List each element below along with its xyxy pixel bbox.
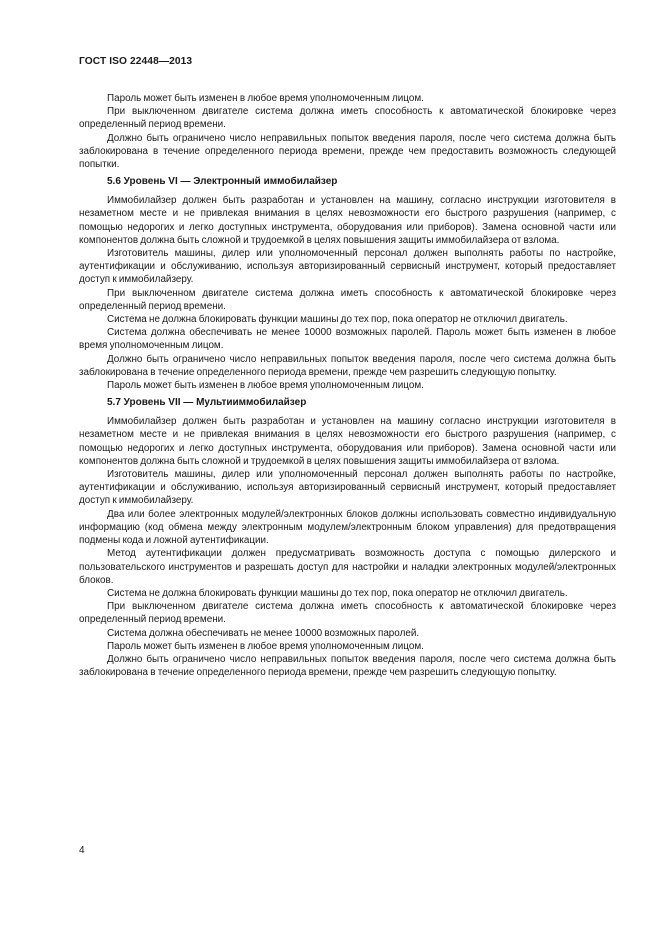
document-header: ГОСТ ISO 22448—2013 — [79, 56, 193, 67]
paragraph: Пароль может быть изменен в любое время уполномоченным лицом. — [107, 93, 424, 104]
paragraph: Должно быть ограничено число неправильных попыток введения пароля, после чего система должна быть заблокирована в течение определенного периода времени, прежде чем предоставить возможность следующей попытки. — [79, 132, 616, 171]
paragraph: Метод аутентификации должен предусматривать возможность доступа с помощью дилерского и пользовательского инструментов и разрешать доступ для настройки и наладки электронных модулей/электронных блоков. — [79, 548, 616, 586]
section-heading-5-7: 5.7 Уровень VII — Мультииммобилайзер — [107, 397, 307, 409]
paragraph: Пароль может быть изменен в любое время уполномоченным лицом. — [107, 380, 424, 392]
paragraph: Изготовитель машины, дилер или уполномоченный персонал должен выполнять работы по настройке, аутентификации и обслуживанию, используя авторизированный сервисный инструмент, который предоставляет доступ к иммобилайзеру. — [79, 248, 616, 286]
paragraph: Система должна обеспечивать не менее 10000 возможных паролей. — [107, 627, 420, 639]
paragraph: Иммобилайзер должен быть разработан и установлен на машину согласно инструкции изготовителя в незаметном месте и не привлекая внимания в целях невозможности его быстрого разрушения (например, с помощью недорогих и легко доступных инструмента, оборудования или приборов). Замена основной части или компонентов должна быть сложной и трудоемкой в целях повышения защиты иммобилайзера от взлома. — [79, 416, 616, 467]
paragraph: При выключенном двигателе система должна иметь способность к автоматической блокировке через определенный период времени. — [79, 287, 616, 312]
paragraph: При выключенном двигателе система должна иметь способность к автоматической блокировке через определенный период времени. — [79, 601, 616, 626]
paragraph: Изготовитель машины, дилер или уполномоченный персонал должен выполнять работы по настройке, аутентификации и обслуживанию, используя авторизированный сервисный инструмент, который предоставляет доступ к иммобилайзеру. — [79, 469, 616, 507]
paragraph: Система не должна блокировать функции машины до тех пор, пока оператор не отключил двигатель. — [107, 587, 568, 599]
section-heading-5-6: 5.6 Уровень VI — Электронный иммобилайзер — [107, 176, 338, 188]
paragraph: Система должна обеспечивать не менее 10000 возможных паролей. Пароль может быть изменен в любое время уполномоченным лицом. — [79, 327, 616, 352]
paragraph: Иммобилайзер должен быть разработан и установлен на машину, согласно инструкции изготовителя в незаметном месте и не привлекая внимания в целях невозможности его быстрого разрушения (например, с помощью недорогих и легко доступных инструмента, оборудования или приборов). Замена основной части или компонентов должна быть сложной и трудоемкой в целях повышения защиты иммобилайзера от взлома. — [79, 195, 616, 246]
paragraph: Должно быть ограничено число неправильных попыток введения пароля, после чего система должна быть заблокирована в течение определенного периода времени, прежде чем разрешить следующую попытку. — [79, 653, 616, 679]
paragraph: Система не должна блокировать функции машины до тех пор, пока оператор не отключил двигатель. — [107, 314, 568, 326]
paragraph: Два или более электронных модулей/электронных блоков должны использовать совместно индивидуальную информацию (код обмена между электронным модулем/электронным блоком управления) для предотвращения подмены кода и ложной аутентификации. — [79, 508, 616, 547]
paragraph: При выключенном двигателе система должна иметь способность к автоматической блокировке через определенный период времени. — [79, 106, 616, 131]
paragraph: Должно быть ограничено число неправильных попыток введения пароля, после чего система должна быть заблокирована в течение определенного периода времени, прежде чем разрешить следующую попытку. — [79, 353, 616, 378]
paragraph: Пароль может быть изменен в любое время уполномоченным лицом. — [107, 640, 424, 652]
page-number: 4 — [79, 845, 85, 856]
document-body — [79, 92, 616, 679]
